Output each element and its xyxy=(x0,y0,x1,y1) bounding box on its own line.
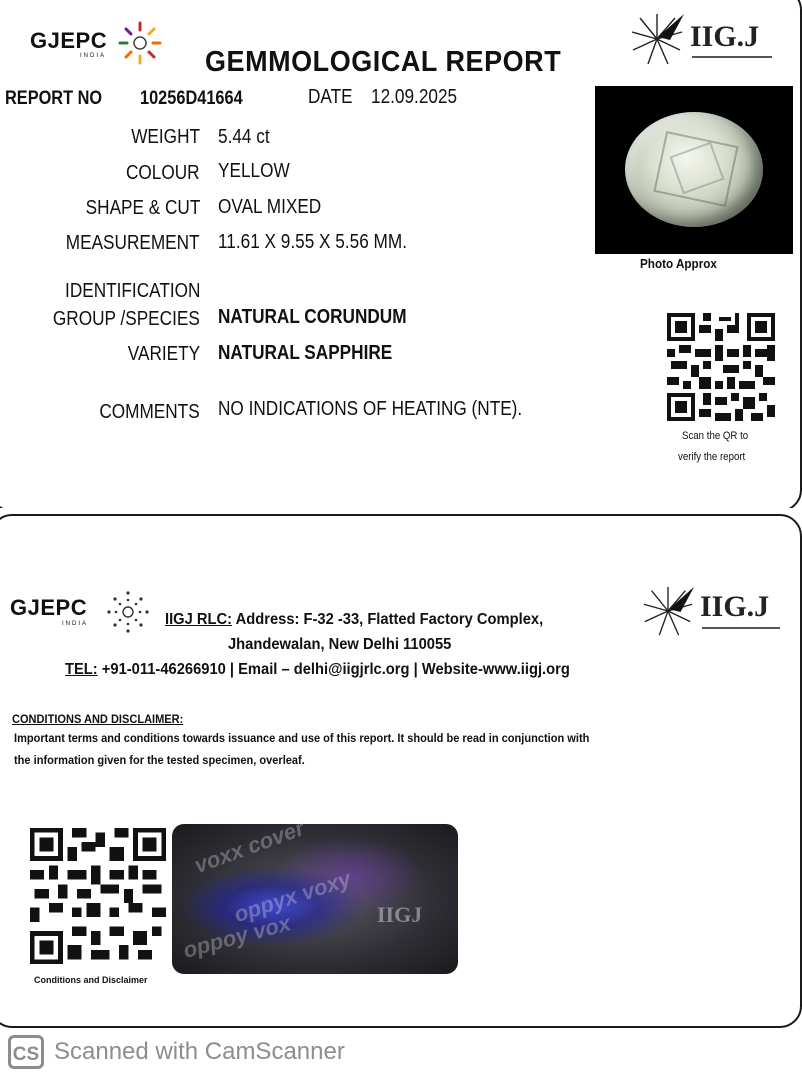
address-text-1: Address: F-32 -33, Flatted Factory Complex, xyxy=(235,611,544,628)
conditions-heading: CONDITIONS AND DISCLAIMER: xyxy=(12,712,184,726)
gemstone-image xyxy=(625,112,763,227)
gjepc-logo-sub-back: INDIA xyxy=(62,621,89,627)
qr-caption-line-1: Scan the QR to xyxy=(682,430,749,442)
iigj-logo-name: IIG.J xyxy=(690,20,760,53)
gjepc-emblem-icon-back xyxy=(104,588,152,636)
gjepc-emblem-icon xyxy=(117,20,163,66)
contact-text: +91-011-46266910 | Email – delhi@iigjrlc.org | Website-www.iigj.org xyxy=(101,661,570,678)
conditions-line-2: the information given for the tested specimen, overleaf. xyxy=(14,753,305,767)
group-species-value: NATURAL CORUNDUM xyxy=(218,306,407,328)
gjepc-logo-sub: INDIA xyxy=(80,53,107,59)
iigj-starburst-icon-back xyxy=(640,583,696,639)
measurement-value: 11.61 X 9.55 X 5.56 MM. xyxy=(218,231,407,253)
camscanner-text: Scanned with CamScanner xyxy=(54,1038,345,1065)
hologram-pattern-2: oppyx voxy xyxy=(230,865,354,928)
iigj-logo-underline-back xyxy=(702,627,780,629)
variety-label: VARIETY xyxy=(127,343,200,365)
measurement-label: MEASUREMENT xyxy=(66,232,200,254)
identification-label: IDENTIFICATION xyxy=(64,280,200,302)
photo-caption: Photo Approx xyxy=(640,256,717,271)
report-title: GEMMOLOGICAL REPORT xyxy=(205,46,562,78)
gjepc-logo xyxy=(30,28,108,59)
group-species-label: GROUP /SPECIES xyxy=(53,308,200,330)
report-no-value: 10256D41664 xyxy=(140,88,243,109)
conditions-line-1: Important terms and conditions towards issuance and use of this report. It should be read in conjunction with xyxy=(14,731,590,745)
colour-label: COLOUR xyxy=(126,162,200,184)
gemstone-photo xyxy=(595,86,793,254)
date-value: 12.09.2025 xyxy=(371,86,458,108)
verify-qr-code[interactable] xyxy=(667,312,775,422)
conditions-qr-code[interactable] xyxy=(30,826,166,966)
iigj-logo-name-back: IIG.J xyxy=(700,590,770,623)
address-line-1 xyxy=(165,611,543,629)
contact-line xyxy=(65,661,570,679)
shape-cut-label: SHAPE & CUT xyxy=(85,197,200,219)
hologram-iigj-mark: IIGJ xyxy=(377,902,423,927)
colour-value: YELLOW xyxy=(218,160,290,182)
address-prefix: IIGJ RLC: xyxy=(165,611,233,628)
date-label: DATE xyxy=(308,86,353,108)
qr-caption-line-2: verify the report xyxy=(678,451,746,463)
report-no-label: REPORT NO xyxy=(5,88,103,109)
comments-value: NO INDICATIONS OF HEATING (NTE). xyxy=(218,398,523,420)
conditions-qr-caption: Conditions and Disclaimer xyxy=(34,975,148,985)
variety-value: NATURAL SAPPHIRE xyxy=(218,342,393,364)
weight-label: WEIGHT xyxy=(131,126,200,148)
iigj-logo-underline xyxy=(692,56,772,58)
camscanner-icon: CS xyxy=(8,1035,44,1069)
weight-value: 5.44 ct xyxy=(218,126,270,148)
iigj-starburst-icon xyxy=(628,10,686,68)
shape-cut-value: OVAL MIXED xyxy=(218,196,322,218)
tel-label: TEL: xyxy=(65,661,98,678)
hologram-pattern-1: voxx cover xyxy=(191,815,308,878)
gjepc-logo-name: GJEPC xyxy=(30,28,108,53)
hologram-pattern-3: oppoy vox xyxy=(180,910,294,963)
security-hologram xyxy=(172,815,458,974)
gjepc-logo-name-back: GJEPC xyxy=(10,595,88,620)
comments-label: COMMENTS xyxy=(99,401,200,423)
address-line-2: Jhandewalan, New Delhi 110055 xyxy=(228,636,452,653)
